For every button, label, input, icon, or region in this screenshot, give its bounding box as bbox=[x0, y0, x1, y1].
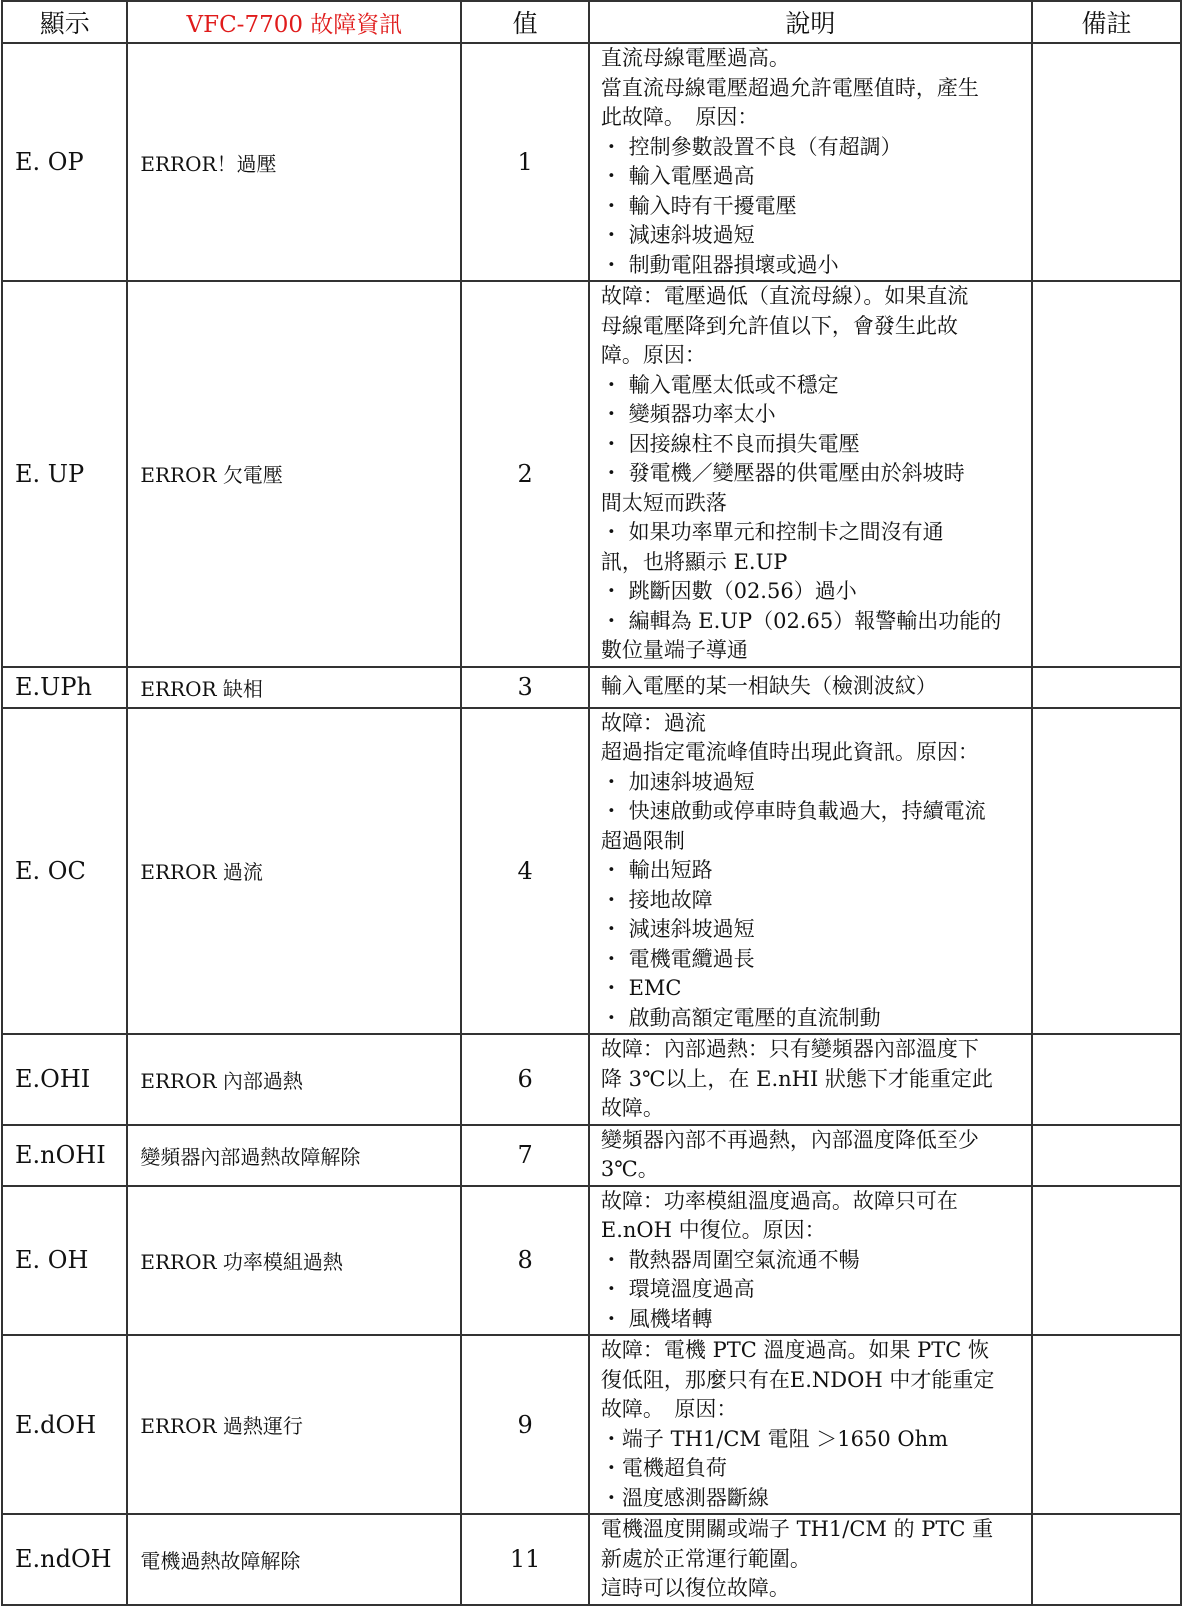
fault-code-cell: E.UPh bbox=[2, 667, 127, 708]
description-line: 這時可以復位故障。 bbox=[600, 1576, 790, 1600]
description-line: ・ 減速斜坡過短 bbox=[600, 223, 755, 247]
header-display: 顯示 bbox=[2, 1, 127, 43]
description-line: 此故障。 原因： bbox=[600, 105, 759, 129]
fault-table bbox=[1, 0, 1182, 1606]
fault-info-cell: ERROR 內部過熱 bbox=[127, 1034, 461, 1125]
fault-info-cell: ERROR！過壓 bbox=[127, 43, 461, 281]
description-line: 故障：過流 bbox=[600, 710, 706, 735]
fault-description-cell bbox=[589, 1034, 1032, 1125]
description-line: ・ 因接線柱不良而損失電壓 bbox=[600, 431, 860, 456]
fault-remark-cell bbox=[1032, 708, 1181, 1035]
description-line: ・ 快速啟動或停車時負載過大，持續電流 bbox=[600, 799, 986, 823]
description-line: 超過限制 bbox=[600, 828, 685, 853]
description-line: ・ 輸入電壓太低或不穩定 bbox=[600, 372, 839, 397]
fault-code-cell: E. UP bbox=[2, 281, 127, 667]
fault-value-cell: 8 bbox=[461, 1186, 588, 1336]
description-line: 障。原因： bbox=[600, 343, 706, 367]
description-line: 故障：內部過熱：只有變頻器內部溫度下 bbox=[600, 1037, 979, 1061]
fault-info-cell: ERROR 過流 bbox=[127, 708, 461, 1035]
description-line: ・ 制動電阻器損壞或過小 bbox=[600, 252, 839, 277]
fault-code-cell: E.dOH bbox=[2, 1335, 127, 1514]
description-line: 當直流母線電壓超過允許電壓值時，產生 bbox=[600, 75, 979, 100]
description-line: 變頻器內部不再過熱，內部溫度降低至少 bbox=[600, 1127, 979, 1152]
fault-info-cell: 變頻器內部過熱故障解除 bbox=[127, 1125, 461, 1186]
fault-value-cell: 7 bbox=[461, 1125, 588, 1186]
fault-info-cell: ERROR 過熱運行 bbox=[127, 1335, 461, 1514]
fault-value-cell: 4 bbox=[461, 708, 588, 1035]
description-line: ・ 如果功率單元和控制卡之間沒有通 bbox=[600, 520, 944, 544]
description-line: 超過指定電流峰值時出現此資訊。原因： bbox=[600, 740, 979, 764]
description-line: E.nOH 中復位。原因： bbox=[600, 1218, 826, 1242]
fault-value-cell: 1 bbox=[461, 43, 588, 281]
description-line: ・端子 TH1/CM 電阻 ＞1650 Ohm bbox=[600, 1426, 949, 1451]
description-line: 母線電壓降到允許值以下，會發生此故 bbox=[600, 313, 958, 338]
table-row bbox=[2, 281, 1181, 667]
description-line: ・電機超負荷 bbox=[600, 1456, 727, 1480]
fault-info-cell: 電機過熱故障解除 bbox=[127, 1514, 461, 1605]
fault-remark-cell bbox=[1032, 43, 1181, 281]
description-line: ・ 輸出短路 bbox=[600, 858, 713, 882]
description-line: ・ EMC bbox=[600, 976, 682, 1000]
description-line: 訊，也將顯示 E.UP bbox=[600, 549, 788, 574]
description-line: ・ 跳斷因數（02.56）過小 bbox=[600, 579, 857, 603]
table-header-row bbox=[2, 1, 1181, 43]
table-row bbox=[2, 1335, 1181, 1514]
description-line: ・ 風機堵轉 bbox=[600, 1306, 713, 1331]
description-line: ・ 減速斜坡過短 bbox=[600, 917, 755, 941]
fault-remark-cell bbox=[1032, 1514, 1181, 1605]
fault-value-cell: 9 bbox=[461, 1335, 588, 1514]
description-line: 電機溫度開關或端子 TH1/CM 的 PTC 重 bbox=[600, 1517, 994, 1541]
description-line: ・ 編輯為 E.UP（02.65）報警輸出功能的 bbox=[600, 608, 1002, 633]
table-row bbox=[2, 708, 1181, 1035]
description-line: 數位量端子導通 bbox=[600, 638, 748, 662]
fault-value-cell: 3 bbox=[461, 667, 588, 708]
fault-remark-cell bbox=[1032, 1186, 1181, 1336]
table-row bbox=[2, 1125, 1181, 1186]
fault-description-cell bbox=[589, 1125, 1032, 1186]
fault-value-cell: 11 bbox=[461, 1514, 588, 1605]
fault-description-cell bbox=[589, 667, 1032, 708]
description-line: 故障：功率模組溫度過高。故障只可在 bbox=[600, 1188, 958, 1213]
header-value: 值 bbox=[461, 1, 588, 43]
fault-remark-cell bbox=[1032, 281, 1181, 667]
fault-value-cell: 6 bbox=[461, 1034, 588, 1125]
description-line: 3℃。 bbox=[600, 1157, 659, 1181]
description-line: 新處於正常運行範圍。 bbox=[600, 1546, 811, 1571]
description-line: ・ 接地故障 bbox=[600, 887, 713, 912]
fault-description-cell bbox=[589, 708, 1032, 1035]
fault-description-cell bbox=[589, 1335, 1032, 1514]
fault-description-cell bbox=[589, 1186, 1032, 1336]
description-line: ・ 控制參數設置不良（有超調） bbox=[600, 134, 902, 159]
fault-description-cell bbox=[589, 43, 1032, 281]
description-line: ・ 環境溫度過高 bbox=[600, 1277, 755, 1301]
fault-code-cell: E. OC bbox=[2, 708, 127, 1035]
fault-code-cell: E.ndOH bbox=[2, 1514, 127, 1605]
fault-info-cell: ERROR 功率模組過熱 bbox=[127, 1186, 461, 1336]
description-line: 輸入電壓的某一相缺失（檢測波紋） bbox=[600, 674, 937, 699]
fault-code-cell: E.OHI bbox=[2, 1034, 127, 1125]
fault-code-cell: E. OH bbox=[2, 1186, 127, 1336]
description-line: 故障：電機 PTC 溫度過高。如果 PTC 恢 bbox=[600, 1338, 990, 1362]
table-row bbox=[2, 1514, 1181, 1605]
fault-value-cell: 2 bbox=[461, 281, 588, 667]
table-row bbox=[2, 43, 1181, 281]
fault-remark-cell bbox=[1032, 1034, 1181, 1125]
fault-code-cell: E. OP bbox=[2, 43, 127, 281]
description-line: ・ 加速斜坡過短 bbox=[600, 769, 755, 794]
header-fault-info: VFC-7700 故障資訊 bbox=[127, 1, 461, 43]
description-line: 復低阻，那麼只有在E.NDOH 中才能重定 bbox=[600, 1367, 995, 1392]
fault-remark-cell bbox=[1032, 1335, 1181, 1514]
description-line: 間太短而跌落 bbox=[600, 490, 727, 515]
description-line: ・溫度感測器斷線 bbox=[600, 1485, 769, 1510]
description-line: ・ 發電機／變壓器的供電壓由於斜坡時 bbox=[600, 461, 965, 485]
fault-code-cell: E.nOHI bbox=[2, 1125, 127, 1186]
description-line: 直流母線電壓過高。 bbox=[600, 46, 790, 70]
description-line: ・ 電機電纜過長 bbox=[600, 946, 755, 971]
fault-description-cell bbox=[589, 1514, 1032, 1605]
description-line: ・ 輸入時有干擾電壓 bbox=[600, 193, 797, 218]
fault-info-cell: ERROR 欠電壓 bbox=[127, 281, 461, 667]
description-line: 降 3℃以上，在 E.nHI 狀態下才能重定此 bbox=[600, 1066, 993, 1091]
description-line: 故障：電壓過低（直流母線）。如果直流 bbox=[600, 284, 969, 308]
table-body bbox=[2, 43, 1181, 1605]
header-description: 說明 bbox=[589, 1, 1032, 43]
header-remark: 備註 bbox=[1032, 1, 1181, 43]
description-line: ・ 散熱器周圍空氣流通不暢 bbox=[600, 1247, 860, 1272]
description-line: ・ 輸入電壓過高 bbox=[600, 164, 755, 188]
description-line: ・ 變頻器功率太小 bbox=[600, 402, 776, 426]
description-line: ・ 啟動高額定電壓的直流制動 bbox=[600, 1005, 881, 1030]
table-row bbox=[2, 1034, 1181, 1125]
fault-info-cell: ERROR 缺相 bbox=[127, 667, 461, 708]
fault-description-cell bbox=[589, 281, 1032, 667]
description-line: 故障。 bbox=[600, 1096, 664, 1120]
description-line: 故障。 原因： bbox=[600, 1397, 738, 1421]
table-row bbox=[2, 667, 1181, 708]
table-row bbox=[2, 1186, 1181, 1336]
fault-remark-cell bbox=[1032, 667, 1181, 708]
fault-remark-cell bbox=[1032, 1125, 1181, 1186]
